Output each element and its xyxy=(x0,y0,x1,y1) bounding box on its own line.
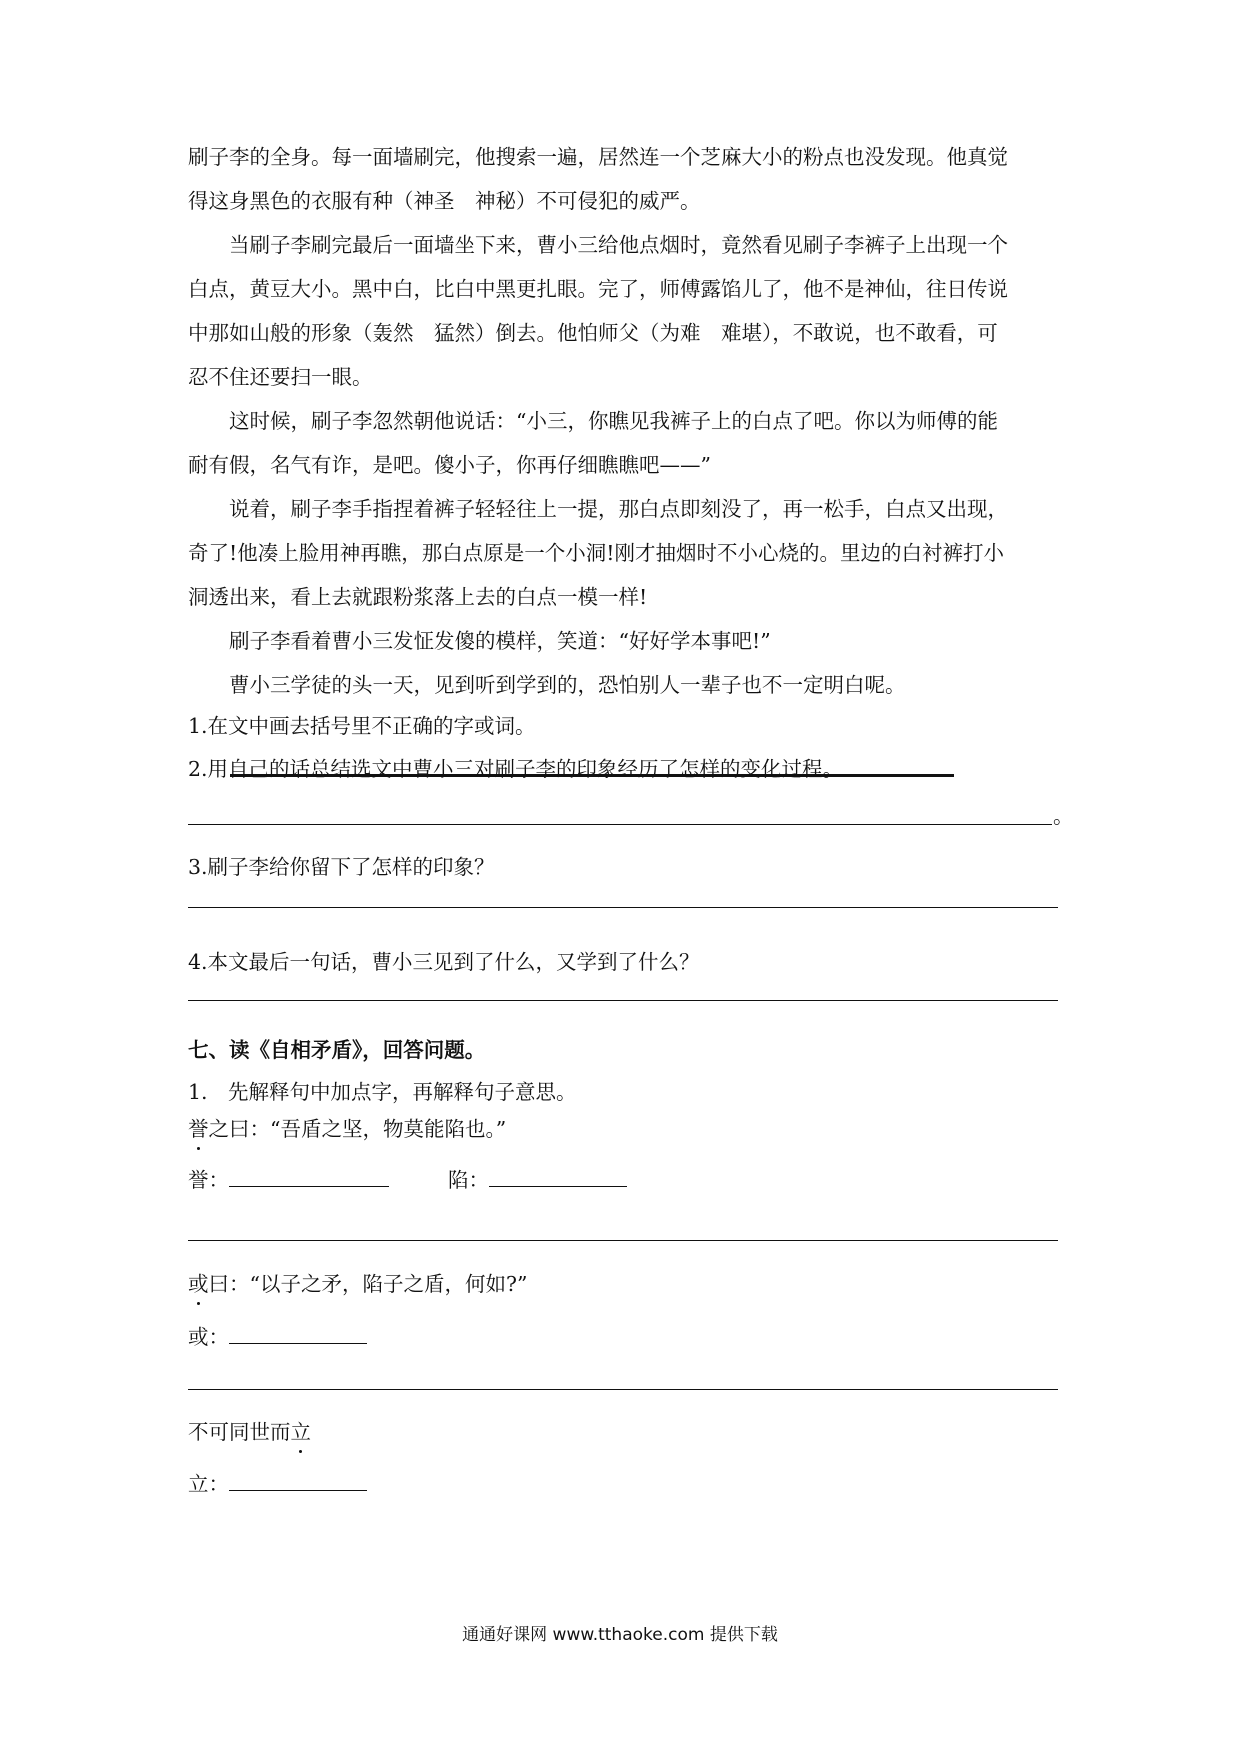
blank-xian[interactable] xyxy=(489,1186,627,1187)
sentence-text: 曰：“以子之矛，陷子之盾，何如?” xyxy=(208,1272,528,1296)
label-xian: 陷： xyxy=(448,1168,489,1192)
question-2: 2.用自己的话总结选文中曹小三对刷子李的印象经历了怎样的变化过程。 xyxy=(188,757,844,781)
sentence-text: 不可同世而 xyxy=(188,1420,291,1444)
classical-sentence-3 xyxy=(188,1418,311,1446)
blank-yu[interactable] xyxy=(229,1186,389,1187)
label-li: 立： xyxy=(188,1472,229,1496)
answer-line xyxy=(188,1240,1058,1241)
passage-line: 当刷子李刷完最后一面墙坐下来，曹小三给他点烟时，竟然看见刷子李裤子上出现一个 xyxy=(229,233,1008,257)
answer-line xyxy=(188,824,1052,825)
blank-li[interactable] xyxy=(229,1490,367,1491)
dotted-char: 誉 xyxy=(188,1117,209,1141)
classical-sentence-2 xyxy=(188,1270,527,1298)
passage-line: 耐有假，名气有诈，是吧。傻小子，你再仔细瞧瞧吧——” xyxy=(188,453,711,477)
question-4: 4.本文最后一句话，曹小三见到了什么，又学到了什么？ xyxy=(188,950,700,974)
dotted-char: 或 xyxy=(188,1272,209,1296)
passage-line: 刷子李看着曹小三发怔发傻的模样，笑道：“好好学本事吧!” xyxy=(229,629,771,653)
section-7-heading: 七、读《自相矛盾》，回答问题。 xyxy=(188,1038,486,1062)
sentence-text: 之曰：“吾盾之坚，物莫能陷也。” xyxy=(208,1117,507,1141)
passage-line: 洞透出来，看上去就跟粉浆落上去的白点一模一样! xyxy=(188,585,648,609)
question-1: 1.在文中画去括号里不正确的字或词。 xyxy=(188,714,536,738)
answer-line xyxy=(188,907,1058,908)
question-3: 3.刷子李给你留下了怎样的印象？ xyxy=(188,855,495,879)
passage-line: 奇了!他凑上脸用神再瞧，那白点原是一个小洞!刚才抽烟时不小心烧的。里边的白衬裤打小 xyxy=(188,541,1004,565)
passage-line: 说着，刷子李手指捏着裤子轻轻往上一提，那白点即刻没了，再一松手，白点又出现， xyxy=(229,497,1008,521)
blank-row xyxy=(188,1470,367,1498)
dotted-char: 立 xyxy=(290,1420,311,1444)
passage-line: 得这身黑色的衣服有种（神圣 神秘）不可侵犯的威严。 xyxy=(188,189,701,213)
page-footer: 通通好课网 www.tthaoke.com 提供下载 xyxy=(462,1625,778,1645)
label-yu: 誉： xyxy=(188,1168,229,1192)
section-7-subquestion: 1. 先解释句中加点字，再解释句子意思。 xyxy=(188,1080,577,1104)
blank-row xyxy=(188,1323,367,1351)
passage-line: 中那如山般的形象（轰然 猛然）倒去。他怕师父（为难 难堪），不敢说，也不敢看，可 xyxy=(188,321,998,345)
blank-row xyxy=(188,1166,389,1194)
answer-line xyxy=(188,1389,1058,1390)
answer-line xyxy=(188,1000,1058,1001)
passage-line: 白点，黄豆大小。黑中白，比白中黑更扎眼。完了，师傅露馅儿了，他不是神仙，往日传说 xyxy=(188,277,1008,301)
classical-sentence-1 xyxy=(188,1115,506,1143)
passage-line: 这时候，刷子李忽然朝他说话：“小三，你瞧见我裤子上的白点了吧。你以为师傅的能 xyxy=(229,409,998,433)
passage-line: 忍不住还要扫一眼。 xyxy=(188,365,373,389)
underlined-sentence: 曹小三学徒的头一天，见到听到学到的，恐怕别人一辈子也不一定明白呢。 xyxy=(229,673,906,697)
passage-line: 刷子李的全身。每一面墙刷完，他搜索一遍，居然连一个芝麻大小的粉点也没发现。他真觉 xyxy=(188,145,1008,169)
blank-huo[interactable] xyxy=(229,1343,367,1344)
label-huo: 或： xyxy=(188,1325,229,1349)
blank-row xyxy=(448,1166,627,1194)
answer-end-mark: 。 xyxy=(1053,804,1074,828)
